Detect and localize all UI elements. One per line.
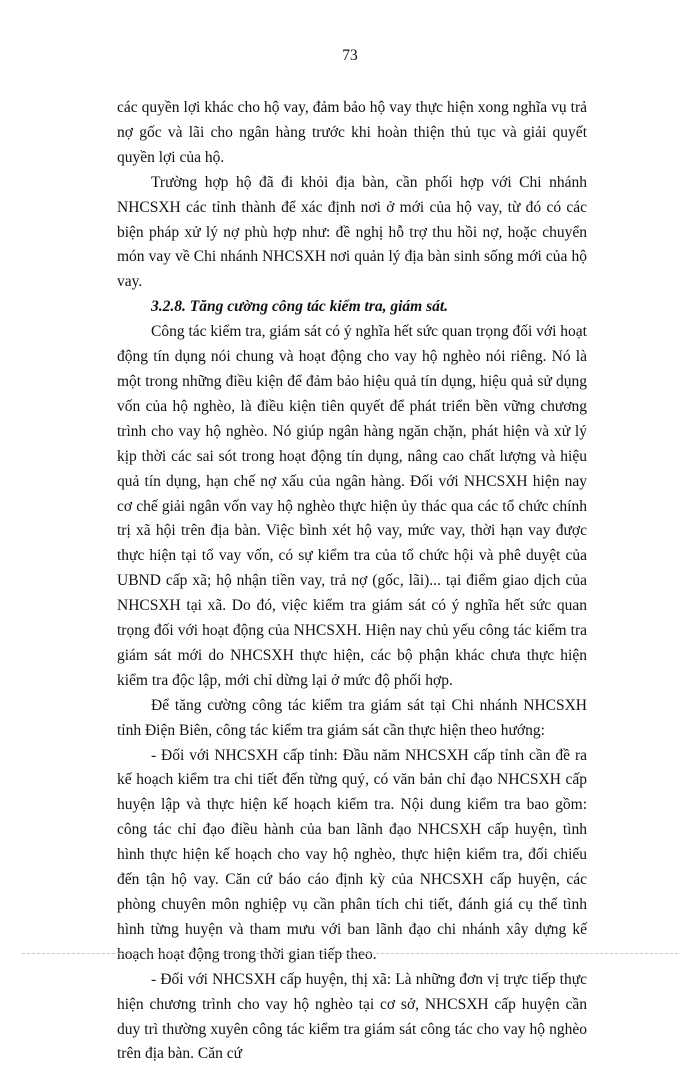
paragraph-province-level: - Đối với NHCSXH cấp tỉnh: Đầu năm NHCSXH cấp tỉnh cần đề ra kế hoạch kiểm tra chi tiết đến từng quý, có văn bản chỉ đạo NHCSXH cấp huyện lập và thực hiện kế hoạch kiểm tra. Nội dung kiểm tra bao gồm: công tác chỉ đạo điều hành của ban lãnh đạo NHCSXH cấp huyện, tình hình thực hiện kế hoạch cho vay hộ nghèo, thực hiện kiểm tra, đối chiếu đến tận hộ vay. Căn cứ báo cáo định kỳ của NHCSXH cấp huyện, các phòng chuyên môn nghiệp vụ cần phân tích chi tiết, đánh giá cụ thể tình hình từng huyện và tham mưu với ban lãnh đạo chi nhánh xây dựng kế hoạch hoạt động trong thời gian tiếp theo. — [117, 746, 587, 963]
paragraph-inspection-importance: Công tác kiểm tra, giám sát có ý nghĩa hết sức quan trọng đối với hoạt động tín dụng nói chung và hoạt động cho vay hộ nghèo nói riêng. Nó là một trong những điều kiện để đảm bảo hiệu quả tín dụng, hiệu quả sử dụng vốn của hộ nghèo, là điều kiện tiên quyết để phát triển bền vững chương trình cho vay hộ nghèo. Nó giúp ngân hàng ngăn chặn, phát hiện và xử lý kịp thời các sai sót trong hoạt động tín dụng, nâng cao chất lượng và hiệu quả tín dụng, hạn chế nợ xấu của ngân hàng. Đối với NHCSXH hiện nay cơ chế giải ngân vốn vay hộ nghèo thực hiện ủy thác qua các tổ chức chính trị xã hội trên địa bàn. Việc bình xét hộ vay, mức vay, thời hạn vay được thực hiện tại tổ vay vốn, có sự kiểm tra của tổ chức hội và phê duyệt của UBND cấp xã; hộ nhận tiền vay, trả nợ (gốc, lãi)... tại điểm giao dịch của NHCSXH tại xã. Do đó, việc kiểm tra giám sát có ý nghĩa hết sức quan trọng đối với hoạt động của NHCSXH. Hiện nay chủ yếu công tác kiểm tra giám sát mới do NHCSXH thực hiện, các bộ phận khác chưa thực hiện kiểm tra độc lập, mới chỉ dừng lại ở mức độ phối hợp. — [117, 323, 587, 689]
paragraph-relocated-households: Trường hợp hộ đã đi khỏi địa bàn, cần phối hợp với Chi nhánh NHCSXH các tỉnh thành để xác định nơi ở mới của hộ vay, từ đó có các biện pháp xử lý nợ phù hợp như: đề nghị hỗ trợ thu hồi nợ, hoặc chuyển món vay về Chi nhánh NHCSXH nơi quản lý địa bàn sinh sống mới của hộ vay. — [117, 173, 587, 291]
page-bottom-divider — [22, 953, 678, 954]
page-number: 73 — [342, 47, 358, 64]
body-text — [117, 96, 587, 1067]
paragraph-direction: Để tăng cường công tác kiểm tra giám sát tại Chi nhánh NHCSXH tỉnh Điện Biên, công tác kiểm tra giám sát cần thực hiện theo hướng: — [117, 696, 587, 739]
paragraph-continuation: các quyền lợi khác cho hộ vay, đảm bảo hộ vay thực hiện xong nghĩa vụ trả nợ gốc và lãi cho ngân hàng trước khi hoàn thiện thủ tục và giải quyết quyền lợi của hộ. — [117, 99, 587, 166]
paragraph-district-level: - Đối với NHCSXH cấp huyện, thị xã: Là những đơn vị trực tiếp thực hiện chương trình cho vay hộ nghèo tại cơ sở, NHCSXH cấp huyện cần duy trì thường xuyên công tác kiểm tra giám sát công tác cho vay hộ nghèo trên địa bàn. Căn cứ — [117, 970, 587, 1063]
section-heading: 3.2.8. Tăng cường công tác kiểm tra, giám sát. — [151, 298, 449, 316]
